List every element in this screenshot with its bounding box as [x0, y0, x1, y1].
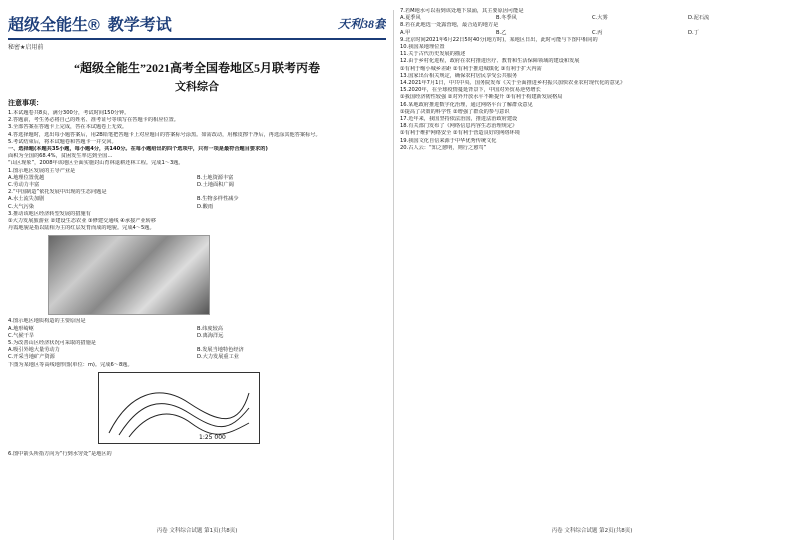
- question-text: 下图为某地区等高线地形图(单位：m)。完成6～8题。: [8, 361, 133, 368]
- option: B.生物多样性减少: [197, 196, 239, 203]
- question-text: 19.我国文化自信来源于中华优秀传统文化: [400, 137, 497, 144]
- option: D.酸雨: [197, 203, 214, 210]
- question-text: 1.图示地区发展的主导产业是: [8, 167, 76, 174]
- option: D.泥石流: [688, 15, 710, 22]
- question-text: ①我国经济韧性较强 ②对外开放水平不断提升 ③有利于构建新发展格局: [400, 94, 563, 101]
- options: [400, 30, 784, 37]
- notice-line: 1.本试题卷共8页，满分300分，考试时间150分钟。: [8, 110, 130, 116]
- option: B.冬季风: [496, 15, 517, 22]
- options: [400, 15, 784, 22]
- notice-title: 注意事项：: [8, 99, 43, 107]
- options: [8, 347, 386, 361]
- question-text: 15.2020年，在全球疫情蔓延背景下，中国对外贸易逆势增长: [400, 87, 541, 94]
- question-text: 13.国家出台相关规定，确保农村居民享受公共服务: [400, 72, 518, 79]
- footer-left: 丙卷 文科综合试题 第1页(共8页): [156, 528, 238, 534]
- section-title: 一、选择题(本题共35小题，每小题4分，共140分。在每小题给出的四个选项中，只有一项是最符合题目要求的): [8, 146, 268, 153]
- question-text: 9.北京时间2021年6月22日5时40分(地方时)，某地区日出，此时可能与下图中相同的: [400, 36, 598, 43]
- question-text: 4.图示地区地质构造的主要原因是: [8, 318, 86, 325]
- secret-label: 秘密★启用前: [8, 44, 44, 51]
- option: A.甲: [400, 29, 411, 36]
- question-text: 14.2021年7月1日，中共中央、国务院发布《关于全面推进乡村振兴加快农业农村现代化的意见》: [400, 80, 626, 87]
- question-text: ①提高了决策的科学性 ②增强了群众的参与意识: [400, 108, 510, 115]
- brand-logo-3: 天利38套: [337, 16, 386, 31]
- option: D.丁: [688, 29, 699, 36]
- option: A.地形崎岖: [8, 325, 34, 332]
- exam-subtitle: 文科综合: [175, 81, 219, 93]
- brand-logo: 超级全能生®: [8, 16, 100, 34]
- question-text: 6.图中箭头所指方向为“行到水穷处”是地区的: [8, 450, 112, 457]
- question-text: 10.我国某地理位置: [400, 44, 445, 51]
- notice-line: 3.全部答案在答题卡上完成，答在本试题卷上无效。: [8, 124, 128, 131]
- options: [8, 326, 386, 340]
- option: A.水土流失加剧: [8, 196, 45, 203]
- notice-line: 4.答选择题时，选出每小题答案后，用2B铅笔把答题卡上对应题目的答案标号涂黑。如需改动，用橡皮擦干净后，再选涂其他答案标号。: [8, 131, 321, 138]
- question-text: 16.某地政府推进数字化治理，通过网络平台了解群众意见: [400, 101, 533, 108]
- question-text: 5.为改善山区经济状况可采取的措施是: [8, 340, 96, 347]
- option: A.地理位置优越: [8, 174, 45, 181]
- options: [8, 196, 386, 210]
- left-column: [8, 8, 386, 538]
- notice-line: 2.答题前，考生务必将自己的姓名、准考证号等填写在答题卡的相应位置。: [8, 117, 179, 124]
- question-text: 12.由于乡村化进程，政府在农村推进医疗、教育和生活保障领域的建设和发展: [400, 58, 580, 65]
- header: [8, 8, 386, 40]
- right-column: [400, 8, 784, 538]
- option: C.气候干旱: [8, 332, 35, 339]
- question-text: ①有利于维护网络安全 ②有利于营造良好的网络环境: [400, 130, 520, 137]
- option: C.大气污染: [8, 203, 35, 210]
- options: [8, 175, 386, 189]
- question-text: 2.“中国制造”依托发展中出现的生态问题是: [8, 189, 107, 196]
- question-text: 丹霞地貌是指以陆相为主的红层发育而成的地貌。完成4～5题。: [8, 225, 155, 232]
- option: C.大雾: [592, 15, 608, 22]
- question-text: 面积为全国的68.4%，贫困发生率达到全国...: [8, 153, 113, 160]
- option: B.纬度较高: [197, 325, 223, 332]
- contour-map: [98, 372, 260, 444]
- question-text: 20.古人云：“知之愈明，则行之愈笃”: [400, 144, 487, 151]
- option: A.吸引外地大量劳动力: [8, 347, 60, 354]
- option: B.发展当地特色经济: [197, 347, 244, 354]
- option: D.大力发展重工业: [197, 354, 239, 361]
- footer-right: 丙卷 文科综合试题 第2页(共8页): [551, 528, 633, 534]
- option: C.劳动力丰富: [8, 182, 40, 189]
- option: A.夏季风: [400, 15, 421, 22]
- question-text: 8.若在此地选一处露营地，最合适的地方是: [400, 22, 499, 29]
- exam-title: “超级全能生”2021高考全国卷地区5月联考丙卷: [73, 61, 320, 75]
- map-scale: 1:25 000: [199, 433, 226, 441]
- question-text: ①大力发展旅游业 ②建设生态农业 ③修建交通线 ④承接产业转移: [8, 218, 157, 225]
- option: D.土地面积广阔: [197, 182, 234, 189]
- question-text: 3.推动该地区经济转型发展的措施有: [8, 210, 91, 217]
- option: B.土地资源丰富: [197, 174, 234, 181]
- column-divider: [393, 10, 394, 540]
- landform-photo: [48, 235, 210, 315]
- question-text: 17.近年来，我国坚持依法治国，推进法治政府建设: [400, 116, 518, 123]
- question-text: 18.有关部门发布了《网络信息内容生态治理规定》: [400, 123, 518, 130]
- notice-line: 5.考试结束后，将本试题卷和答题卡一并交回。: [8, 138, 117, 145]
- option: C.开采当地矿产资源: [8, 354, 55, 361]
- option: B.乙: [496, 29, 507, 36]
- option: D.离海洋远: [197, 332, 224, 339]
- question-text: 7.若M地水可以看到该处地下泉涌，其主要原因可能是: [400, 8, 524, 14]
- question-text: “山区现象”，2008年该地区全面实施封山育林退耕还林工程。完成1～3题。: [8, 160, 184, 167]
- question-text: 11.关于古代历史发展的描述: [400, 51, 466, 58]
- question-text: ①有利于缩小城乡差距 ②有利于推进城镇化 ③有利于扩大内需: [400, 65, 542, 72]
- option: C.丙: [592, 29, 603, 36]
- brand-logo-2: 教学考试: [107, 16, 172, 34]
